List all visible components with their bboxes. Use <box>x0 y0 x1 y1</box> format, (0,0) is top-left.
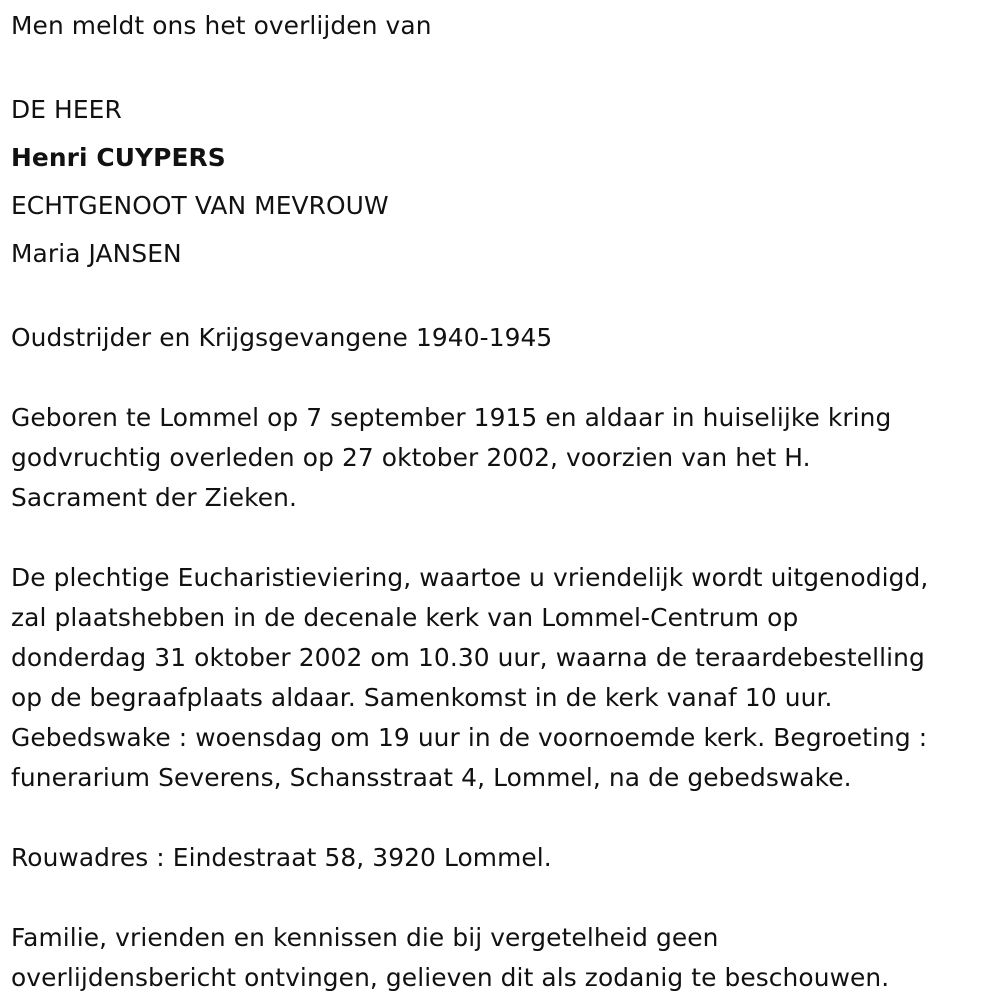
paragraph-line: funerarium Severens, Schansstraat 4, Lommel, na de gebedswake. <box>11 763 852 792</box>
closing-paragraph <box>11 918 996 998</box>
paragraph-line: Familie, vrienden en kennissen die bij vergetelheid geen <box>11 923 719 952</box>
spacer <box>11 46 996 86</box>
spacer <box>11 518 996 558</box>
veteran-line: Oudstrijder en Krijgsgevangene 1940-1945 <box>11 323 553 352</box>
ceremony-paragraph <box>11 558 996 798</box>
spacer <box>11 358 996 398</box>
paragraph-line: op de begraafplaats aldaar. Samenkomst in de kerk vanaf 10 uur. <box>11 683 833 712</box>
paragraph-line: donderdag 31 oktober 2002 om 10.30 uur, waarna de teraardebestelling <box>11 643 925 672</box>
deceased-title: DE HEER <box>11 95 122 124</box>
deceased-name: Henri CUYPERS <box>11 143 226 172</box>
paragraph-line: Gebedswake : woensdag om 19 uur in de voornoemde kerk. Begroeting : <box>11 723 928 752</box>
spacer <box>11 878 996 918</box>
spouse-label: ECHTGENOOT VAN MEVROUW <box>11 191 389 220</box>
paragraph-line: De plechtige Eucharistieviering, waartoe u vriendelijk wordt uitgenodigd, <box>11 563 929 592</box>
death-notice <box>11 6 996 998</box>
paragraph-line: Geboren te Lommel op 7 september 1915 en aldaar in huiselijke kring <box>11 403 892 432</box>
mourning-address: Rouwadres : Eindestraat 58, 3920 Lommel. <box>11 843 552 872</box>
spacer <box>11 798 996 838</box>
deceased-block <box>11 86 996 278</box>
paragraph-line: zal plaatshebben in de decenale kerk van Lommel-Centrum op <box>11 603 799 632</box>
paragraph-line: overlijdensbericht ontvingen, gelieven dit als zodanig te beschouwen. <box>11 963 890 992</box>
spouse-name: Maria JANSEN <box>11 239 182 268</box>
spacer <box>11 278 996 318</box>
paragraph-line: godvruchtig overleden op 27 oktober 2002, voorzien van het H. <box>11 443 811 472</box>
birth-death-paragraph <box>11 398 996 518</box>
paragraph-line: Sacrament der Zieken. <box>11 483 298 512</box>
intro-line: Men meldt ons het overlijden van <box>11 11 432 40</box>
